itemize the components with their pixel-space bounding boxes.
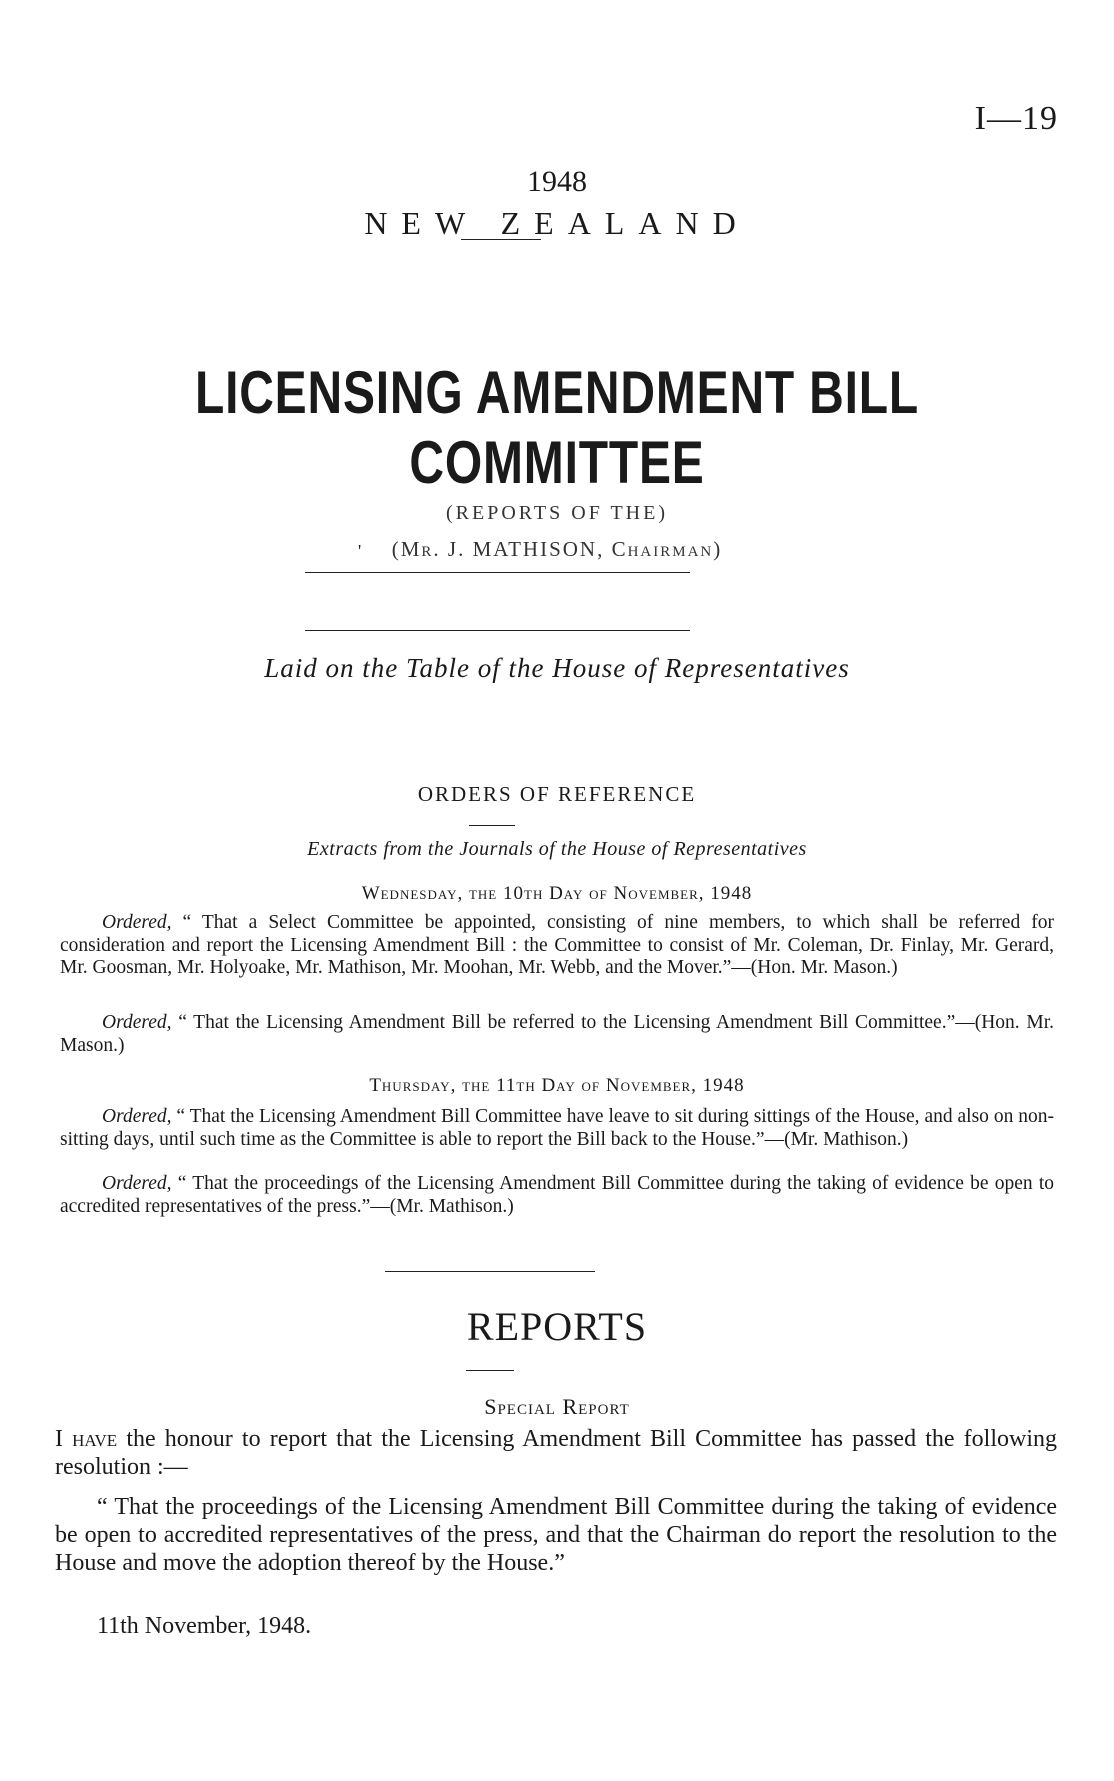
divider	[466, 1370, 514, 1371]
divider	[385, 1271, 595, 1272]
orders-heading: ORDERS OF REFERENCE	[417, 782, 697, 806]
document-reference: I—19	[974, 100, 1058, 137]
special-report-heading: Special Report	[484, 1394, 630, 1419]
title-line-2: COMMITTEE	[409, 429, 705, 496]
reports-heading: REPORTS	[466, 1304, 648, 1349]
order-date-2: Thursday, the 11th Day of November, 1948	[369, 1075, 745, 1096]
order-date-1: Wednesday, the 10th Day of November, 1948	[361, 883, 753, 904]
extracts-line: Extracts from the Journals of the House of Representatives	[307, 838, 807, 860]
order-paragraph-1: Ordered, “ That a Select Committee be appointed, consisting of nine members, to which shall be referred for consideration and report the Licensing Amendment Bill : the Committee to consist of Mr. Coleman, Dr. Finlay, Mr. Gerard, Mr. Goosman, Mr. Holyoake, Mr. Mathison, Mr. Moohan, Mr. Webb, and the Mover.”—(Hon. Mr. Mason.)	[60, 912, 1054, 978]
chairman-line: (Mr. J. MATHISON, Chairman)	[391, 537, 723, 561]
order-paragraph-4: Ordered, “ That the proceedings of the Licensing Amendment Bill Committee during the taking of evidence be open to accredited representatives of the press.”—(Mr. Mathison.)	[60, 1173, 1054, 1217]
divider	[305, 630, 690, 631]
year: 1948	[527, 165, 587, 198]
country: NEW ZEALAND	[364, 205, 750, 241]
order-paragraph-2: Ordered, “ That the Licensing Amendment Bill be referred to the Licensing Amendment Bill Committee.”—(Hon. Mr. Mason.)	[60, 1012, 1054, 1056]
report-date: 11th November, 1948.	[97, 1613, 312, 1639]
order-paragraph-3: Ordered, “ That the Licensing Amendment Bill Committee have leave to sit during sittings of the House, and also on non-sitting days, until such time as the Committee is able to report the Bill back to the House.”—(Mr. Mathison.)	[60, 1106, 1054, 1150]
title-line-1: LICENSING AMENDMENT BILL	[194, 359, 920, 426]
report-paragraph-2: “ That the proceedings of the Licensing Amendment Bill Committee during the taking of evidence be open to accredited representatives of the press, and that the Chairman do report the resolution to the House and move the adoption thereof by the House.”	[55, 1494, 1057, 1576]
laid-on-table: Laid on the Table of the House of Representatives	[264, 653, 850, 683]
divider	[305, 572, 690, 573]
stray-mark: '	[358, 541, 362, 561]
divider	[461, 239, 541, 240]
subtitle: (REPORTS OF THE)	[445, 502, 668, 524]
report-paragraph-1: I have the honour to report that the Licensing Amendment Bill Committee has passed the following resolution :—	[55, 1426, 1058, 1480]
divider	[469, 825, 515, 826]
